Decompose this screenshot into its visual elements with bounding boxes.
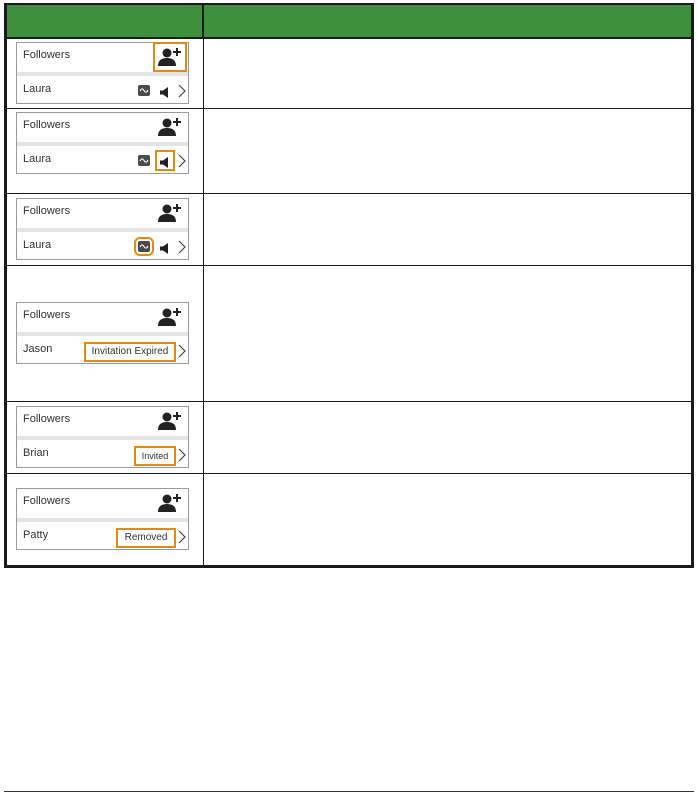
- separator: [17, 142, 188, 146]
- waveform-icon: [138, 155, 150, 166]
- status-badge: Removed: [116, 528, 176, 548]
- follower-row: [17, 523, 188, 549]
- add-user-icon: [158, 117, 182, 137]
- add-user-icon: [158, 307, 182, 327]
- table-row: [6, 473, 693, 566]
- followers-icon-table: [4, 3, 694, 568]
- chevron-right-icon: [178, 343, 186, 357]
- follower-name: Patty: [23, 529, 49, 541]
- separator: [17, 228, 188, 232]
- separator: [17, 72, 188, 76]
- followers-screenshot: [16, 42, 189, 104]
- followers-screenshot: [16, 198, 189, 260]
- table-header-row: [6, 4, 693, 38]
- followers-screenshot: [16, 406, 189, 468]
- speaker-icon: [159, 240, 171, 253]
- chevron-right-icon: [178, 239, 186, 253]
- separator: [17, 518, 188, 522]
- table-row: [6, 38, 693, 108]
- followers-header: [17, 43, 188, 73]
- follower-name: Brian: [23, 447, 49, 459]
- chevron-right-icon: [178, 83, 186, 97]
- table-row: [6, 401, 693, 473]
- follower-row: [17, 441, 188, 467]
- followers-header: [17, 113, 188, 143]
- follower-row: [17, 337, 188, 363]
- followers-screenshot: [16, 488, 189, 550]
- follower-name: Jason: [23, 343, 53, 355]
- table-cell-description: [203, 265, 693, 401]
- chevron-right-icon: [178, 529, 186, 543]
- followers-screenshot: [16, 302, 189, 364]
- speaker-icon: [159, 154, 171, 167]
- table-cell-image: [6, 193, 204, 265]
- table-cell-image: [6, 108, 204, 193]
- followers-screenshot: [16, 112, 189, 174]
- follower-name: Laura: [23, 152, 52, 165]
- add-user-icon: [158, 203, 182, 223]
- chevron-right-icon: [178, 447, 186, 461]
- followers-header: [17, 303, 188, 333]
- footer-divider: [4, 791, 694, 792]
- followers-title: Followers: [23, 413, 71, 425]
- table-cell-image: [6, 401, 204, 473]
- follower-row: [17, 233, 188, 259]
- follower-name: Laura: [23, 83, 52, 96]
- waveform-icon: [138, 85, 150, 96]
- chevron-right-icon: [178, 153, 186, 167]
- followers-header: [17, 199, 188, 229]
- table-cell-description: [203, 473, 693, 566]
- add-user-icon: [158, 47, 182, 67]
- table-cell-image: [6, 473, 204, 566]
- status-badge: Invited: [134, 446, 176, 466]
- table-cell-image: [6, 38, 204, 108]
- table-cell-description: [203, 401, 693, 473]
- follower-row: [17, 77, 188, 103]
- followers-title: Followers: [23, 495, 71, 507]
- table-row: [6, 108, 693, 193]
- followers-title: Followers: [23, 205, 71, 217]
- waveform-icon: [138, 241, 150, 252]
- follower-row: [17, 147, 188, 173]
- followers-title: Followers: [23, 49, 71, 62]
- table-cell-image: [6, 265, 204, 401]
- table-header-image-column: [6, 4, 204, 38]
- table-cell-description: [203, 193, 693, 265]
- add-user-icon: [158, 493, 182, 513]
- followers-title: Followers: [23, 118, 71, 131]
- follower-name: Laura: [23, 239, 52, 251]
- table-row: [6, 265, 693, 401]
- followers-title: Followers: [23, 309, 71, 321]
- separator: [17, 436, 188, 440]
- table-cell-description: [203, 38, 693, 108]
- separator: [17, 332, 188, 336]
- table-cell-description: [203, 108, 693, 193]
- table-row: [6, 193, 693, 265]
- table-header-description-column: [203, 4, 693, 38]
- status-badge: Invitation Expired: [84, 342, 176, 362]
- followers-header: [17, 407, 188, 437]
- add-user-icon: [158, 411, 182, 431]
- followers-header: [17, 489, 188, 519]
- speaker-icon: [159, 84, 171, 97]
